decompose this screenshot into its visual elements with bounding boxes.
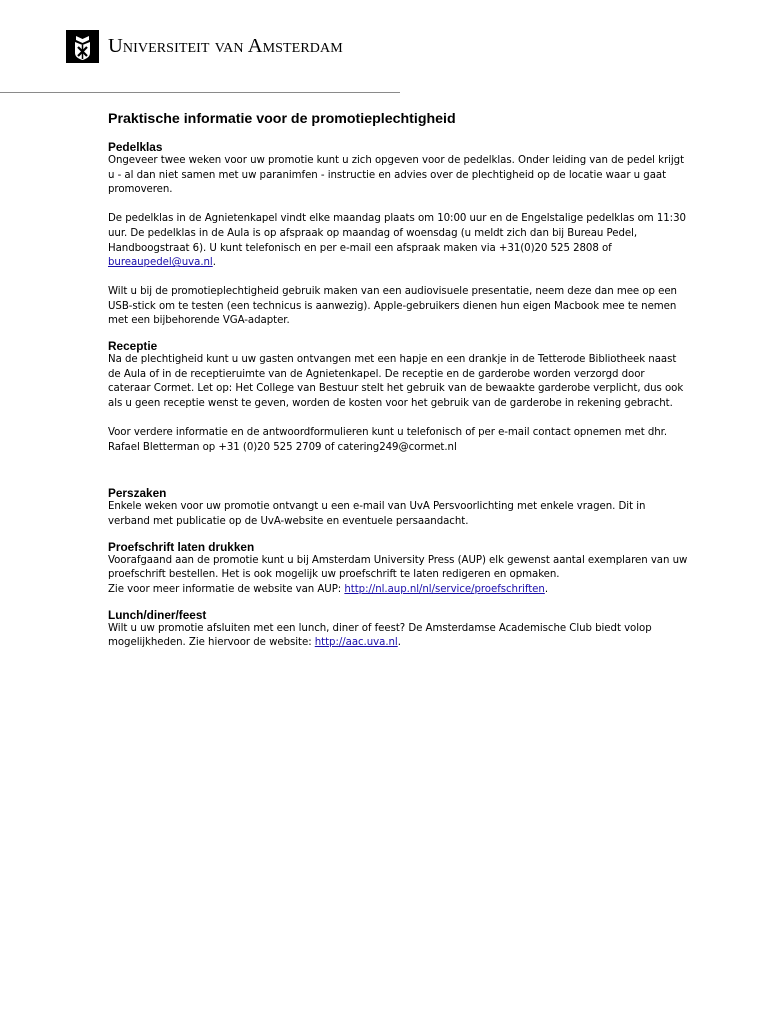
section-heading-pedelklas: Pedelklas [108,140,163,154]
paragraph: Zie voor meer informatie de website van AUP: http://nl.aup.nl/nl/service/proefschriften. [108,584,549,596]
page-title: Praktische informatie voor de promotieplechtigheid [108,111,456,127]
section-heading-lunch: Lunch/diner/feest [108,607,207,622]
header-divider [0,92,400,93]
section-heading-receptie: Receptie [108,339,158,354]
email-link-bureaupedel[interactable]: bureaupedel@uva.nl [108,257,213,269]
link-aac[interactable]: http://aac.uva.nl [314,637,398,649]
section-heading-proefschrift: Proefschrift laten drukken [108,539,255,554]
paragraph: Voorafgaand aan de promotie kunt u bij Amsterdam University Press (AUP) elk gewenst aantal exemplaren van uw proefschrift bestellen. Het is ook mogelijk uw proefschrift te laten redigeren en opmaken. [108,554,688,581]
paragraph: Voor verdere informatie en de antwoordformulieren kunt u telefonisch of per e-mail contact opnemen met dhr. Rafael Bletterman op +31 (0)20 525 2709 of catering249@cormet.nl [108,426,668,453]
paragraph: Wilt u bij de promotieplechtigheid gebruik maken van een audiovisuele presentatie, neem deze dan mee op een USB-stick om te testen (een technicus is aanwezig). Apple-gebruikers dienen hun eigen Macbook mee te nemen met een bijbehorende VGA-adapter. [108,285,677,327]
document-body [108,111,688,651]
institution-name: Universiteit van Amsterdam [108,34,343,57]
header [66,29,343,63]
section-heading-perszaken: Perszaken [108,486,167,501]
paragraph: Enkele weken voor uw promotie ontvangt u een e-mail van UvA Persvoorlichting met enkele vragen. Dit in verband met publicatie op de UvA-website en eventuele persaandacht. [108,501,646,527]
paragraph: Ongeveer twee weken voor uw promotie kunt u zich opgeven voor de pedelklas. Onder leiding van de pedel krijgt u - al dan niet samen met uw paranimfen - instructie en advies over de plechtigheid op de locatie waar u gaat promoveren. [108,155,685,196]
paragraph: Wilt u uw promotie afsluiten met een lunch, diner of feest? De Amsterdamse Academische Club biedt volop mogelijkheden. Zie hiervoor de website: http://aac.uva.nl. [108,622,652,649]
paragraph: De pedelklas in de Agnietenkapel vindt elke maandag plaats om 10:00 uur en de Engelstalige pedelklas om 11:30 uur. De pedelklas in de Aula is op afspraak op maandag of woensdag (u meldt zich dan bij Bureau Pedel, Handboogstraat 6). U kunt telefonisch en per e-mail een afspraak maken via +31(0)20 525 2808 of bureaupedel@uva.nl. [108,213,686,269]
paragraph: Na de plechtigheid kunt u uw gasten ontvangen met een hapje en een drankje in de Tetterode Bibliotheek naast de Aula of in de receptieruimte van de Agnietenkapel. De receptie en de garderobe worden verzorgd door cateraar Cormet. Let op: Het College van Bestuur stelt het gebruik van de bewaakte garderobe verplicht, dus ook als u geen receptie wenst te geven, worden de kosten voor het gebruik van de garderobe in rekening gebracht. [108,354,684,410]
link-aup-proefschriften[interactable]: http://nl.aup.nl/nl/service/proefschriften [344,584,545,596]
uva-logo-icon [66,30,99,63]
